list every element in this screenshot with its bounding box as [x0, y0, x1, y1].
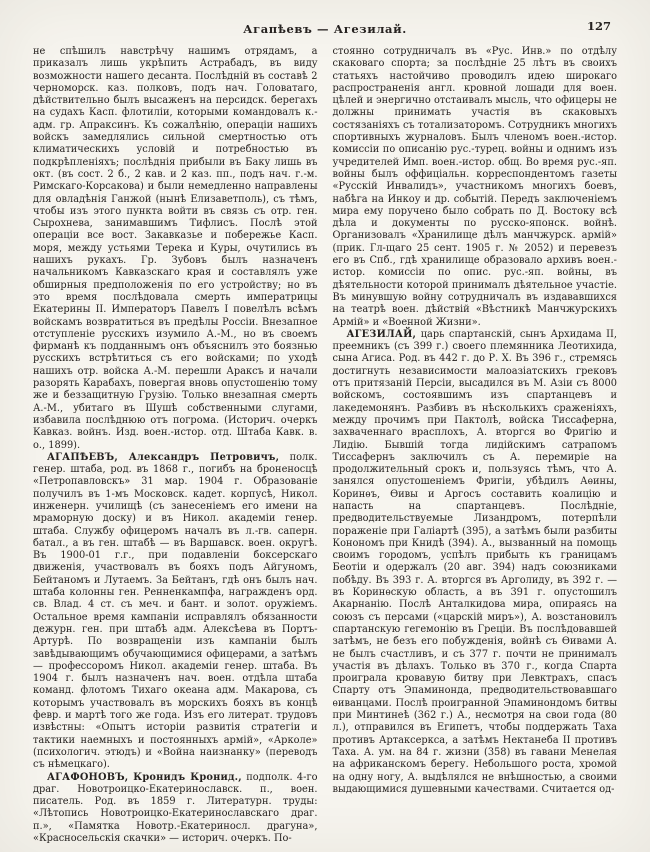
- article-agafonov: [33, 772, 318, 846]
- running-title: Агапѣевъ — Агезилай.: [243, 22, 407, 36]
- article-agafonov-body: подполк. 4-го драг. Новотроицко-Екатеринославск. п., воен. писатель. Род. въ 1859 г. Литературн. труды: «Лѣтопись Новотроицко-Екатеринославскаго драг. п.», «Памятка Новотр.-Екатериносл. драгуна», «Красносельскія скачки» — историч. очеркъ. По-: [33, 771, 318, 844]
- left-column: [33, 46, 318, 845]
- article-agafonov-headword: АГАФОНОВЪ, Кронидъ Кронид.,: [47, 771, 242, 783]
- text-columns: [33, 46, 617, 845]
- article-agesilaus-body: царь спартанскій, сынъ Архидама II, преемникъ (съ 399 г.) своего племянника Леотихида, сына Агиса. Род. въ 442 г. до Р. Х. Въ 396 г., стремясь достигнуть независимости малоазіатскихъ грековъ отъ притязаній Персіи, высадился въ М. Азіи съ 8000 войскомъ, состоявшимъ изъ спартанцевъ и лакедемонянъ. Разбивъ въ нѣсколькихъ сраженіяхъ, между прочимъ при Пактолѣ, войска Тиссаферна, захваченнаго врасплохъ, А. вторгся во Фригію и Лидію. Бывшій тогда лидійскимъ сатрапомъ Тиссафернъ заключилъ съ А. перемиріе на продолжительный срокъ и, пользуясь тѣмъ, что А. занялся опустошеніемъ Фригіи, убѣдилъ Аѳины, Коринѳъ, Ѳивы и Аргосъ составить коалицію и напасть на спартанцевъ. Послѣдніе, предводительствуемые Лизандромъ, потерпѣли пораженіе при Галіартѣ (395), а затѣмъ были разбиты Конономъ при Книдѣ (394). А., вызванный на помощь своимъ городомъ, успѣлъ прибыть къ границамъ Беотіи и одержалъ (20 авг. 394) надъ союзниками побѣду. Въ 393 г. А. вторгся въ Арголиду, въ 392 г. — въ Коринѳскую область, а въ 391 г. опустошилъ Акарнанію. Послѣ Анталкидова мира, опираясь на союзъ съ персами («царскій миръ»), А. возстановилъ спартанскую гегемонію въ Греціи. Въ послѣдовавшей затѣмъ, не безъ его побужденія, войнѣ съ Ѳивами А. не былъ счастливъ, и съ 377 г. почти не принималъ участія въ дѣлахъ. Только въ 370 г., когда Спарта проиграла кровавую битву при Левктрахъ, спасъ Спарту отъ Эпаминонда, предводительствовавшаго ѳиванцами. Послѣ проигранной Эпаминондомъ битвы при Минтинеѣ (362 г.) А., несмотря на свои года (80 л.), отправился въ Египетъ, чтобы поддержать Таха противъ Артаксеркса, а затѣмъ Нектанеба II противъ Таха. А. ум. на 84 г. жизни (358) въ гавани Менелая на африканскомъ берегу. Небольшого роста, хромой на одну ногу, А. выдѣлялся не внѣшностью, а своими выдающимися душевными качествами. Считается од-: [332, 328, 617, 795]
- article-agafonov-continuation: [333, 46, 618, 329]
- article-agesilaus-headword: АГЕЗИЛАЙ,: [346, 328, 417, 340]
- continuation-text: не спѣшилъ навстрѣчу нашимъ отрядамъ, а приказалъ лишь укрѣпить Астрабадъ, въ виду возможности нашего десанта. Послѣдній въ составѣ 2 черноморск. каз. полковъ, подъ нач. Головатаго, дѣйствительно былъ высаженъ на персидск. берегахъ на судахъ Касп. флотиліи, которыми командовалъ к.-адм. гр. Апраксинъ. Къ сожалѣнію, операціи нашихъ войскъ замедлялись сильной смертностью отъ климатическихъ условій и потребностью въ подкрѣпленіяхъ; послѣднія прибыли въ Баку лишь въ окт. (въ сост. 2 б., 2 кав. и 2 каз. пп., подъ нач. г.-м. Римскаго-Корсакова) и были немедленно направлены для овладѣнія Ганжой (нынѣ Елизаветполь), съ тѣмъ, чтобы изъ этого пункта войти въ связь съ отр. ген. Сырохнева, занимавшимъ Тифлисъ. Послѣ этой операціи все вост. Закавказье и побережье Касп. моря, между устьями Терека и Куры, очутились въ нашихъ рукахъ. Гр. Зубовъ былъ назначенъ начальникомъ Кавказскаго края и составлялъ уже обширныя предположенія по его устройству; но въ это время послѣдовала смерть императрицы Екатерины II. Императоръ Павелъ I повелѣлъ всѣмъ войскамъ возвратиться въ предѣлы Россіи. Внезапное отступленіе русскихъ изумило А.-М., но въ своемъ фирманѣ къ подданнымъ онъ объяснилъ это боязнью русскихъ встрѣтиться съ его войсками; по уходѣ нашихъ отр. войска А.-М. перешли Араксъ и начали разорять Карабахъ, повергая вновь опустошенію тому же и беззащитную Грузію. Только внезапная смерть А.-М., убитаго въ Шушѣ собственными слугами, избавила послѣднюю отъ погрома. (Историч. очеркъ Кавказ. войнъ. Изд. воен.-истор. отд. Штаба Кавк. в. о., 1899).: [33, 46, 318, 451]
- page-number: 127: [586, 19, 611, 33]
- article-agapeev-body: полк. генер. штаба, род. въ 1868 г., погибъ на броненосцѣ «Петропавловскъ» 31 мар. 1904 г. Образованіе получилъ въ 1-мъ Московск. кадет. корпусѣ, Никол. инженерн. училищѣ (съ занесеніемъ его имени на мраморную доску) и въ Никол. академіи генер. штаба. Службу офицеромъ началъ въ л.-гв. саперн. батал., а въ ген. штабѣ — въ Варшавск. воен. округѣ. Въ 1900-01 г.г., при подавленіи боксерскаго движенія, участвовалъ въ бояхъ подъ Айгуномъ, Бейтаномъ и Лутаемъ. За Бейтанъ, гдѣ онъ былъ нач. штаба колонны ген. Ренненкампфа, награжденъ орд. св. Влад. 4 ст. съ меч. и бант. и золот. оружіемъ. Остальное время кампаніи исправлялъ обязанности дежурн. ген. при штабѣ адм. Алексѣева въ Портъ-Артурѣ. По возвращеніи изъ кампаніи былъ завѣдывающимъ обучающимися офицерами, а затѣмъ — профессоромъ Никол. академіи генер. штаба. Въ 1904 г. былъ назначенъ нач. воен. отдѣла штаба команд. флотомъ Тихаго океана адм. Макарова, съ которымъ участвовалъ въ морскихъ бояхъ въ концѣ февр. и мартѣ того же года. Изъ его литерат. трудовъ извѣстны: «Опытъ исторіи развитія стратегіи и тактики наемныхъ и постоянныхъ армій», «Арколе» (психологич. этюдъ) и «Война наизнанку» (переводъ съ нѣмецкаго).: [33, 451, 318, 771]
- article-agesilaus: [333, 329, 618, 796]
- continuation-text: стоянно сотрудничалъ въ «Рус. Инв.» по отдѣлу скаковаго спорта; за послѣдніе 25 лѣтъ въ своихъ статьяхъ настойчиво проводилъ идею широкаго распространенія англ. кровной лошади для воен. цѣлей и энергично отстаивалъ мысль, что офицеры не должны принимать участія въ скаковыхъ состязаніяхъ съ тотализаторомъ. Сотрудникъ многихъ спортивныхъ журналовъ. Былъ членомъ воен.-истор. комиссіи по описанію рус.-турец. войны и однимъ изъ учредителей Имп. воен.-истор. общ. Во время рус.-яп. войны былъ оффиціальн. корреспондентомъ газеты «Русскій Инвалидъ», участникомъ многихъ боевъ, набѣга на Инкоу и др. событій. Передъ заключеніемъ мира ему поручено было собрать по Д. Востоку всѣ дѣла и документы по русско-японск. войнѣ. Организовалъ «Хранилище дѣлъ манчжурск. армій» (прик. Гл-щаго 25 сент. 1905 г. № 2052) и перевезъ его въ Спб., гдѣ хранилище образовало архивъ воен.-истор. комиссіи по опис. рус.-яп. войны, въ дѣятельности которой принималъ дѣятельное участіе. Въ минувшую войну сотрудничалъ въ издававшихся на театрѣ воен. дѣйствій «Вѣстникѣ Манчжурскихъ Армій» и «Военной Жизни».: [332, 46, 617, 328]
- running-head: [33, 18, 617, 34]
- article-agapeev-headword: АГАПѢЕВЪ, Александръ Петровичъ,: [47, 451, 280, 463]
- right-column: [333, 46, 618, 845]
- article-agapeev: [33, 452, 318, 772]
- article-aga-mahomet-continuation: [33, 46, 318, 452]
